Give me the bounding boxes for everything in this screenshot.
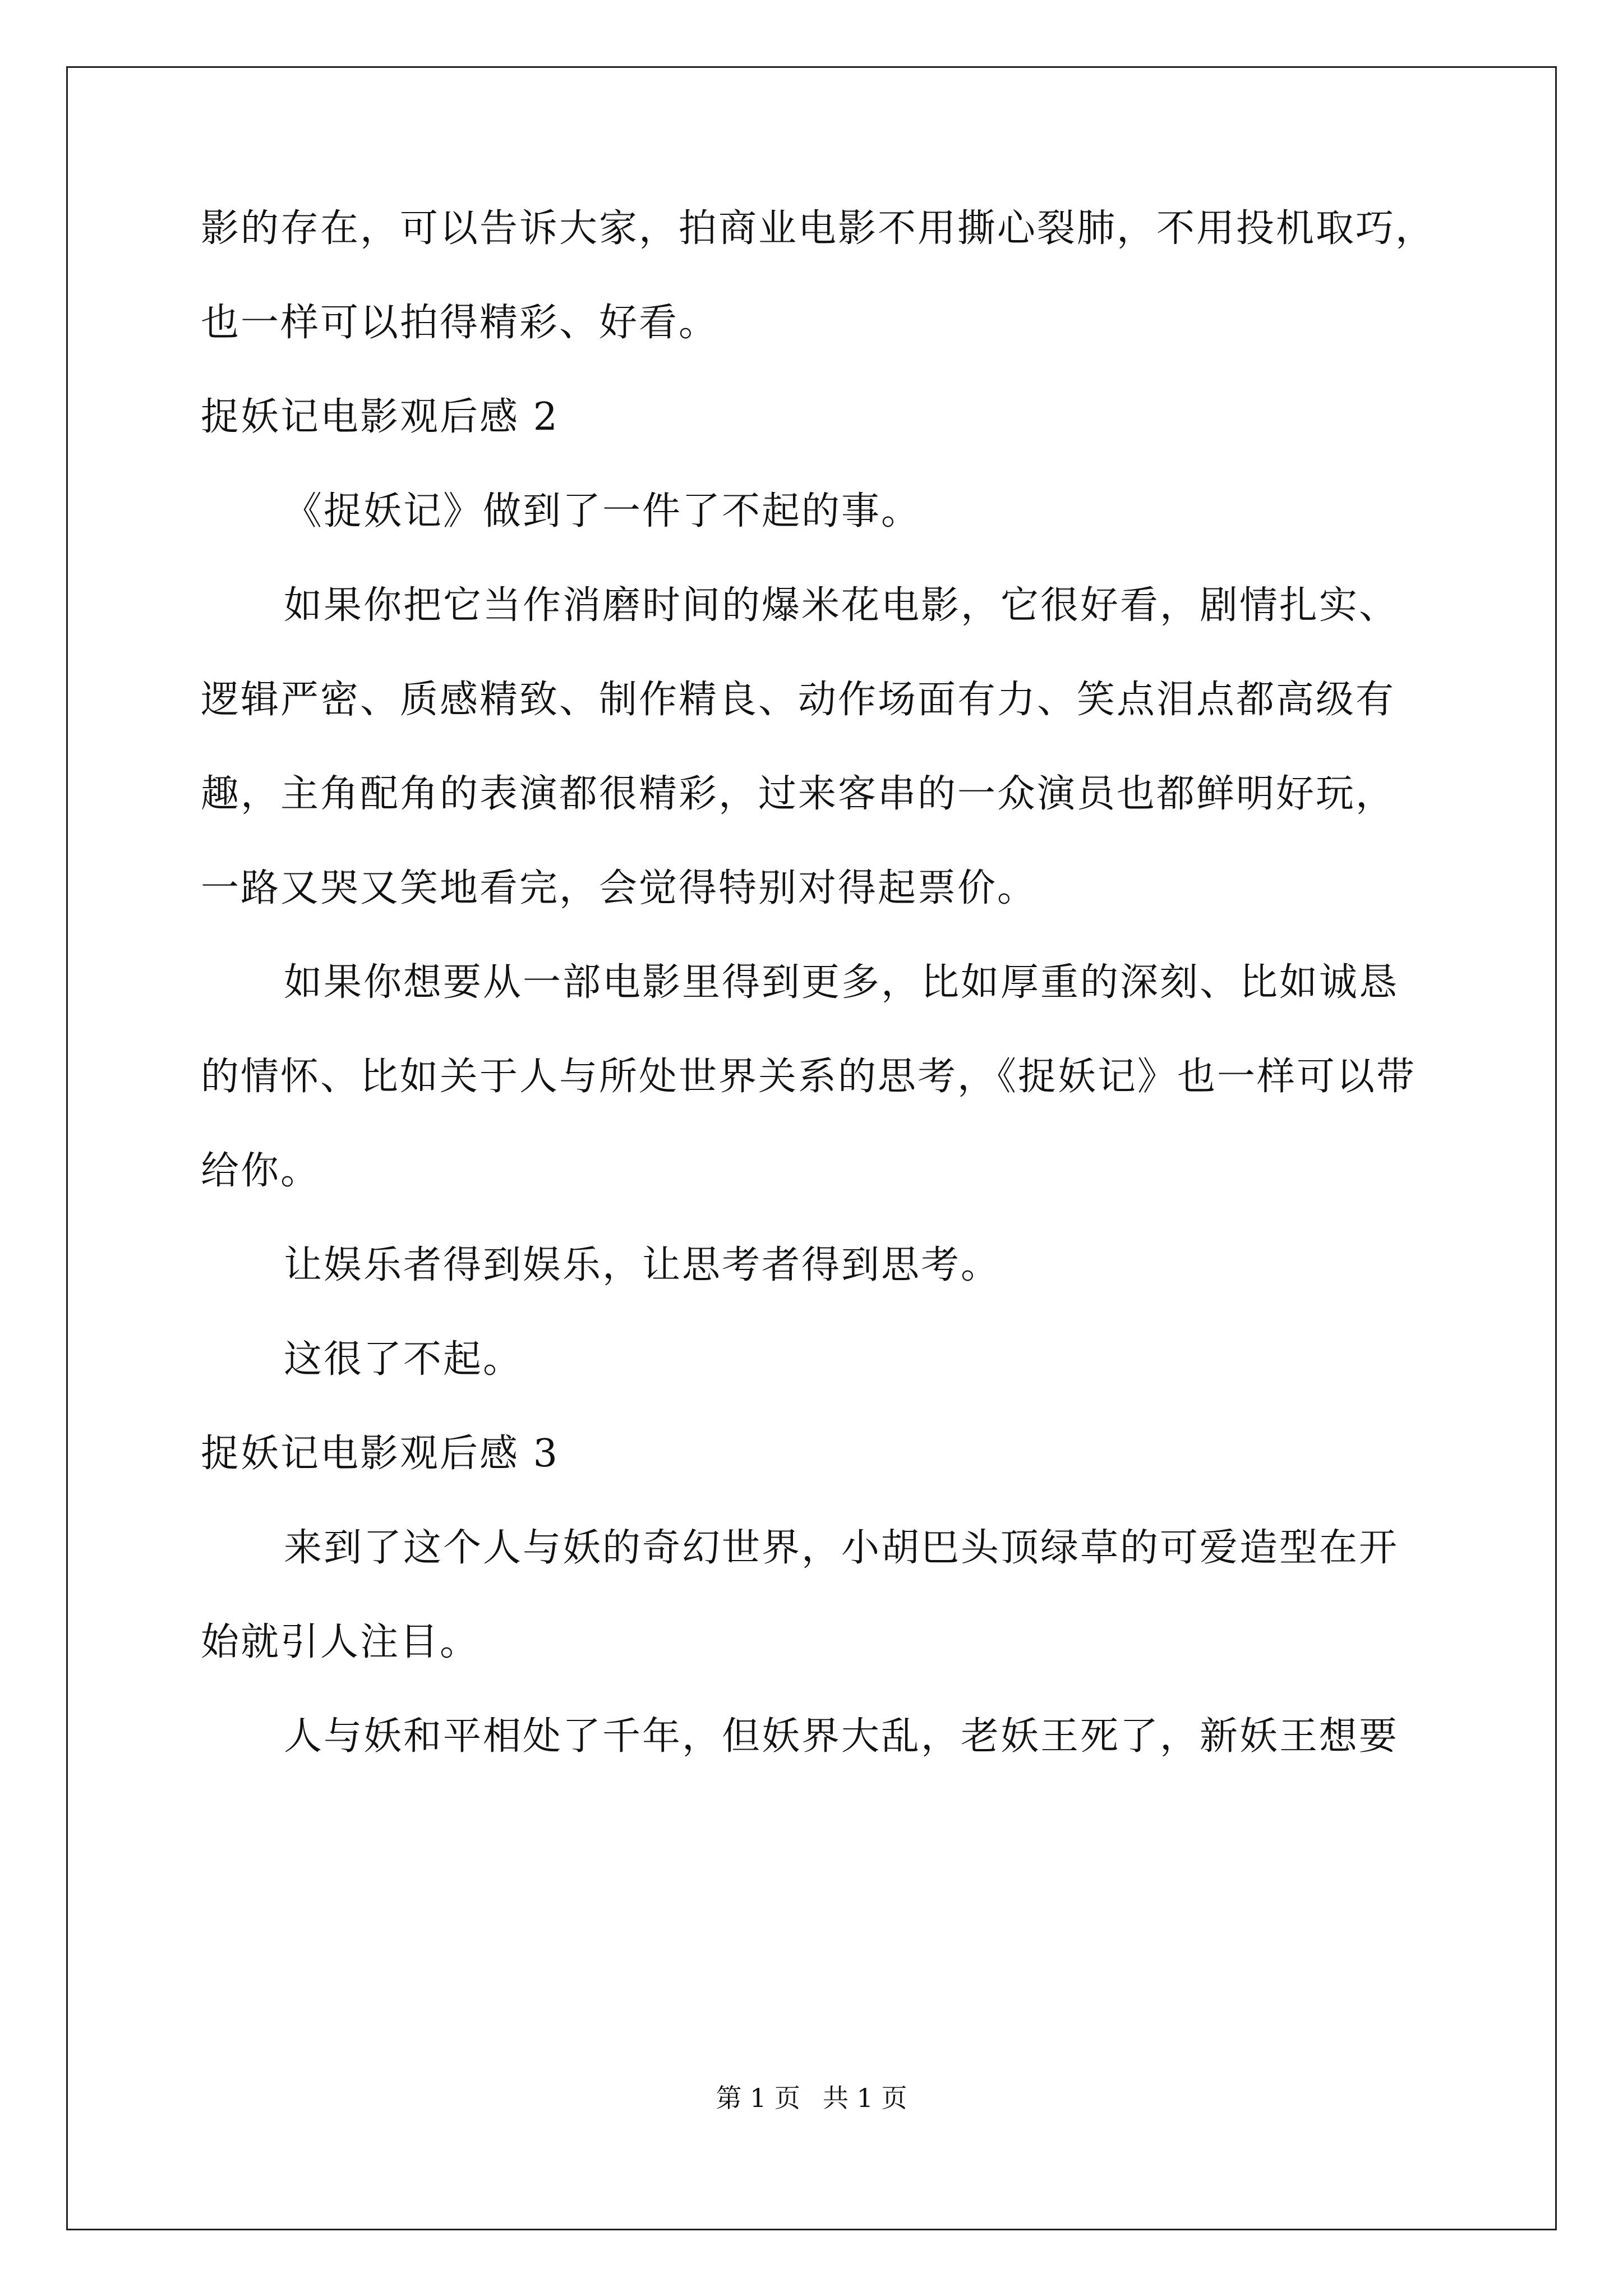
text-line: 始就引人注目。 (201, 1620, 480, 1664)
text-line: 让娱乐者得到娱乐，让思考者得到思考。 (284, 1243, 1001, 1287)
page-total: 共 1 页 (823, 2083, 907, 2113)
page-footer (0, 2081, 1623, 2115)
text-line: 如果你把它当作消磨时间的爆米花电影，它很好看，剧情扎实、 (284, 583, 1399, 628)
page-number: 第 1 页 (716, 2083, 800, 2113)
text-line: 影的存在，可以告诉大家，拍商业电影不用撕心裂肺，不用投机取巧， (201, 206, 1436, 251)
text-line: 逻辑严密、质感精致、制作精良、动作场面有力、笑点泪点都高级有 (201, 678, 1396, 722)
text-line: 的情怀、比如关于人与所处世界关系的思考，《捉妖记》也一样可以带 (201, 1055, 1417, 1099)
text-line: 来到了这个人与妖的奇幻世界，小胡巴头顶绿草的可爱造型在开 (284, 1526, 1399, 1570)
text-line: 人与妖和平相处了千年，但妖界大乱，老妖王死了，新妖王想要 (284, 1714, 1399, 1759)
text-line: 这很了不起。 (284, 1337, 523, 1382)
text-line: 《捉妖记》做到了一件了不起的事。 (284, 489, 921, 533)
text-line: 一路又哭又笑地看完，会觉得特别对得起票价。 (201, 866, 1038, 910)
text-line: 趣，主角配角的表演都很精彩，过来客串的一众演员也都鲜明好玩， (201, 772, 1396, 816)
section-heading: 捉妖记电影观后感 2 (201, 395, 559, 439)
text-line: 也一样可以拍得精彩、好看。 (201, 301, 719, 345)
text-line: 给你。 (201, 1149, 321, 1193)
section-heading: 捉妖记电影观后感 3 (201, 1432, 559, 1476)
document-body (201, 205, 1435, 1807)
text-line: 如果你想要从一部电影里得到更多，比如厚重的深刻、比如诚恳 (284, 960, 1399, 1005)
